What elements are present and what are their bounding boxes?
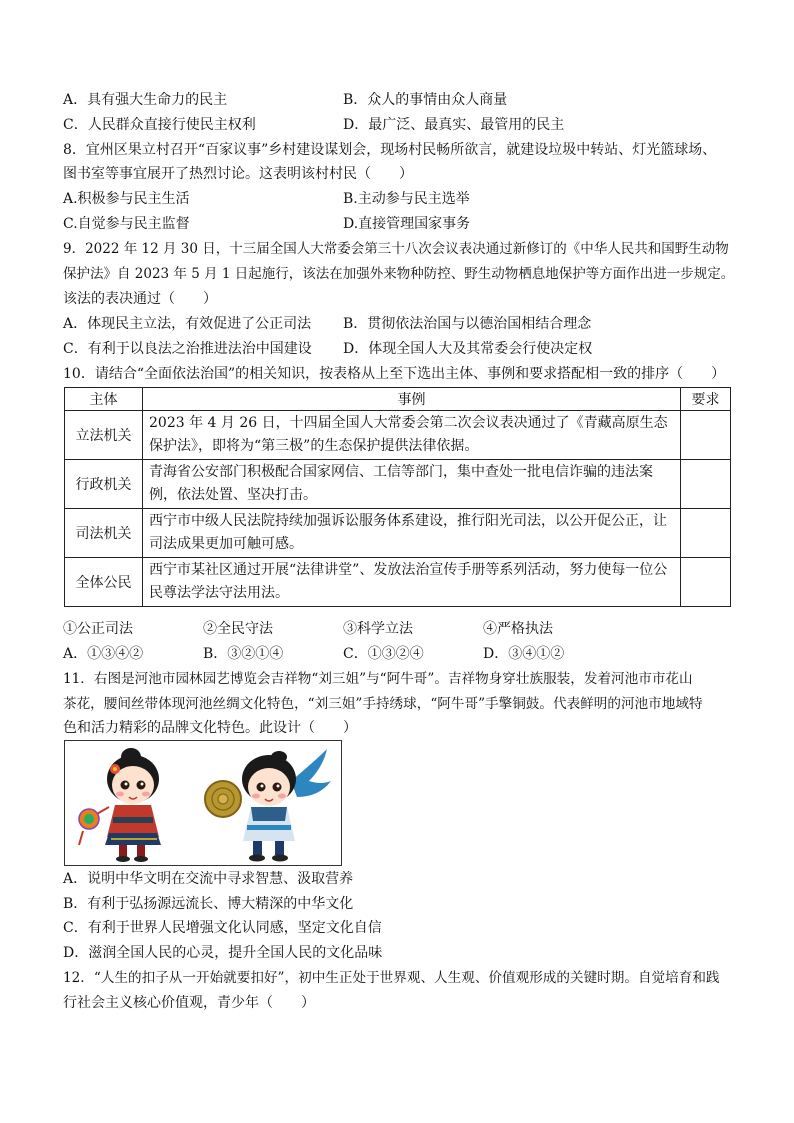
- q12-stem-line2: 行社会主义核心价值观，青少年（ ）: [63, 995, 315, 1011]
- q10-items-row: [63, 617, 743, 641]
- q11-option-a: A．说明中华文明在交流中寻求智慧、汲取营养: [63, 871, 354, 887]
- q8-stem-line2: 图书室等事宜展开了热烈讨论。这表明该村村民（ ）: [63, 166, 413, 182]
- row-requirement: [681, 411, 731, 460]
- table-row: [65, 460, 731, 509]
- q7-option-b: B．众人的事情由众人商量: [343, 92, 508, 108]
- q8-stem-line1: 8．宜州区果立村召开“百家议事”乡村建设谋划会，现场村民畅所欲言，就建设垃圾中转站、灯光篮球场、: [63, 142, 717, 158]
- q11-stem-line3: 色和活力精彩的品牌文化特色。此设计（ ）: [63, 720, 357, 736]
- q10-item-2: ②全民守法: [203, 621, 273, 637]
- row-requirement: [681, 460, 731, 509]
- q10-option-c: C．①③②④: [343, 646, 424, 662]
- q8-option-d: D.直接管理国家事务: [343, 216, 471, 232]
- q12-stem-line1: 12．“人生的扣子从一开始就要扣好”，初中生正处于世界观、人生观、价值观形成的关键时期。自觉培育和践: [63, 970, 720, 986]
- q10-item-4: ④严格执法: [483, 621, 553, 637]
- q9-options-row2: [63, 337, 743, 361]
- a-niu-ge-figure: [205, 749, 331, 862]
- row-subject: 行政机关: [65, 460, 143, 509]
- table-row: [65, 558, 731, 607]
- q7-option-d: D．最广泛、最真实、最管用的民主: [343, 117, 565, 133]
- row-subject: 全体公民: [65, 558, 143, 607]
- row-case: 西宁市中级人民法院持续加强诉讼服务体系建设，推行阳光司法，以公开促公正，让司法成果更加可触可感。: [143, 509, 681, 558]
- q8-option-b: B.主动参与民主选举: [343, 191, 470, 207]
- q7-option-c: C．人民群众直接行使民主权利: [63, 117, 256, 133]
- mascot-illustration: [64, 740, 342, 866]
- q9-option-d: D．体现全国人大及其常委会行使决定权: [343, 341, 593, 357]
- q7-options-row1: [63, 88, 743, 112]
- q10-option-d: D．③④①②: [483, 646, 565, 662]
- header-case: 事例: [143, 388, 681, 411]
- row-case: 2023 年 4 月 26 日，十四届全国人大常委会第二次会议表决通过了《青藏高原生态保护法》，即将为“第三极”的生态保护提供法律依据。: [143, 411, 681, 460]
- q10-stem: 10．请结合“全面依法治国”的相关知识，按表格从上至下选出主体、事例和要求搭配相一致的排序（ ）: [63, 366, 726, 382]
- q11-option-c: C．有利于世界人民增强文化认同感，坚定文化自信: [63, 920, 382, 936]
- row-subject: 立法机关: [65, 411, 143, 460]
- q10-option-a: A．①③④②: [63, 646, 144, 662]
- q11-option-d: D．滋润全国人民的心灵，提升全国人民的文化品味: [63, 945, 383, 961]
- q9-stem-line1: 9．2022 年 12 月 30 日，十三届全国人大常委会第三十八次会议表决通过新修订的《中华人民共和国野生动物: [63, 241, 729, 257]
- table-header-row: [65, 388, 731, 411]
- liu-sanjie-figure: [79, 748, 161, 862]
- q11-stem-line1: 11．右图是河池市园林园艺博览会吉祥物“刘三姐”与“阿牛哥”。吉祥物身穿壮族服装，发着河池市市花山: [63, 671, 693, 687]
- q7-option-a: A．具有强大生命力的民主: [63, 92, 228, 108]
- q9-stem-line2: 保护法》自 2023 年 5 月 1 日起施行，该法在加强外来物种防控、野生动物栖息地保护等方面作出进一步规定。: [63, 266, 735, 282]
- q10-options-row: [63, 642, 743, 666]
- q9-option-a: A．体现民主立法，有效促进了公正司法: [63, 316, 312, 332]
- q11-option-b: B．有利于弘扬源远流长、博大精深的中华文化: [63, 896, 354, 912]
- q10-item-1: ①公正司法: [63, 621, 133, 637]
- q10-table: [64, 387, 731, 607]
- row-case: 西宁市某社区通过开展“法律讲堂”、发放法治宣传手册等系列活动，努力使每一位公民尊法学法守法用法。: [143, 558, 681, 607]
- row-case: 青海省公安部门积极配合国家网信、工信等部门，集中查处一批电信诈骗的违法案例，依法处置、坚决打击。: [143, 460, 681, 509]
- q8-options-row1: [63, 187, 743, 211]
- row-requirement: [681, 558, 731, 607]
- table-row: [65, 411, 731, 460]
- q10-item-3: ③科学立法: [343, 621, 413, 637]
- mascot-image: [65, 741, 341, 865]
- q9-option-b: B．贯彻依法治国与以德治国相结合理念: [343, 316, 592, 332]
- header-subject: 主体: [65, 388, 143, 411]
- q8-option-c: C.自觉参与民主监督: [63, 216, 190, 232]
- header-requirement: 要求: [681, 388, 731, 411]
- row-requirement: [681, 509, 731, 558]
- q7-options-row2: [63, 113, 743, 137]
- table-row: [65, 509, 731, 558]
- q9-option-c: C．有利于以良法之治推进法治中国建设: [63, 341, 312, 357]
- q8-option-a: A.积极参与民主生活: [63, 191, 190, 207]
- q9-stem-line3: 该法的表决通过（ ）: [63, 291, 217, 307]
- row-subject: 司法机关: [65, 509, 143, 558]
- q9-options-row1: [63, 312, 743, 336]
- q8-options-row2: [63, 212, 743, 236]
- q11-stem-line2: 茶花，腰间丝带体现河池丝绸文化特色，“刘三姐”手持绣球，“阿牛哥”手擎铜鼓。代表鲜明的河池市地域特: [63, 696, 703, 712]
- q10-option-b: B．③②①④: [203, 646, 284, 662]
